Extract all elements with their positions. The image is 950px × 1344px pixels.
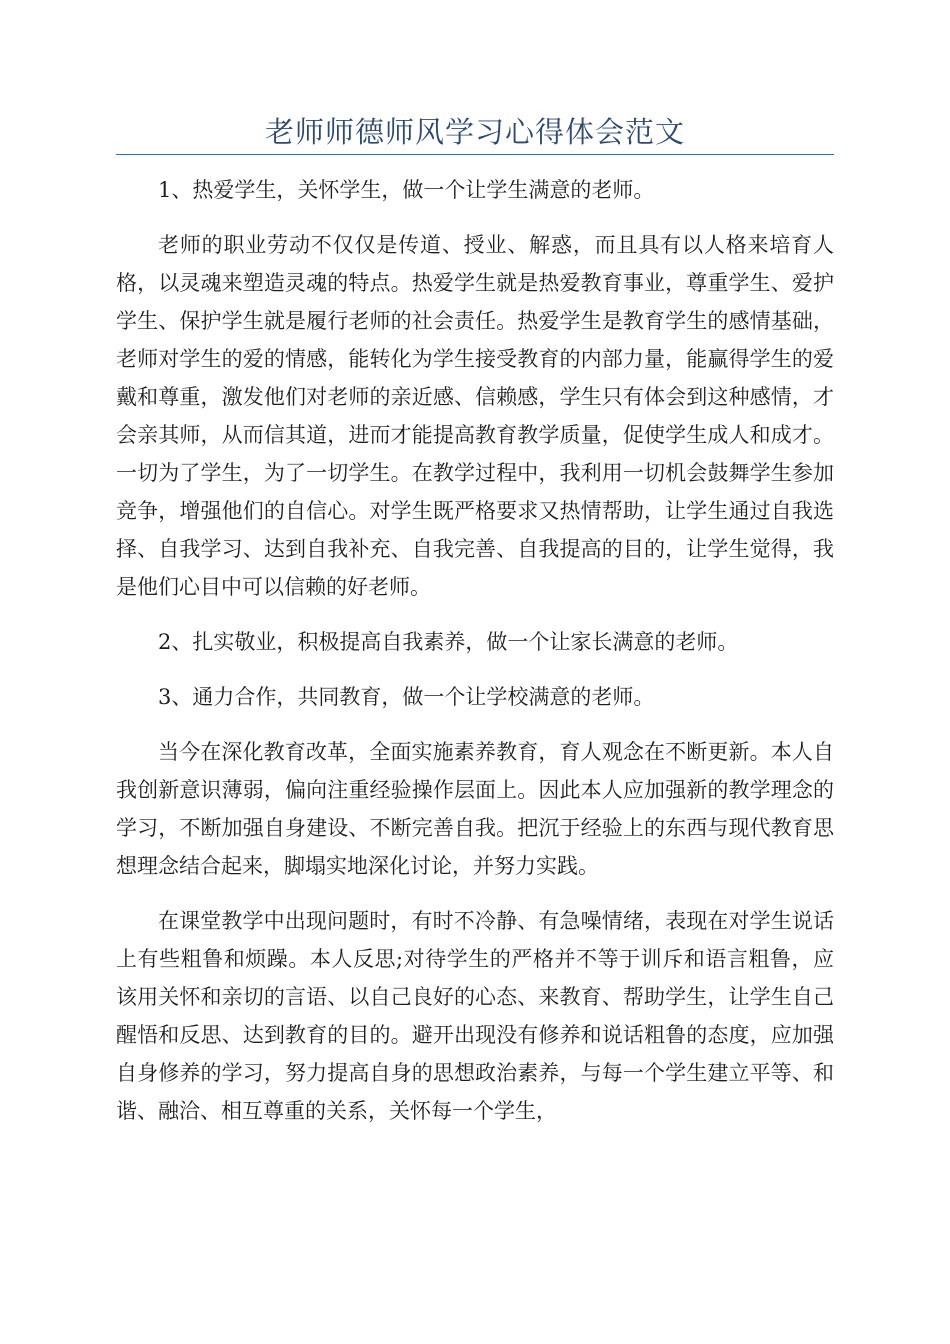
paragraph-3: 2、扎实敬业，积极提高自我素养，做一个让家长满意的老师。 (158, 630, 739, 654)
paragraph-1: 1、热爱学生，关怀学生，做一个让学生满意的老师。 (158, 178, 655, 202)
document-title: 老师师德师风学习心得体会范文 (264, 115, 685, 149)
title-underline (116, 154, 834, 155)
paragraph-2: 老师的职业劳动不仅仅是传道、授业、解惑，而且具有以人格来培育人格，以灵魂来塑造灵魂的特点。热爱学生就是热爱教育事业，尊重学生、爱护学生、保护学生就是履行老师的社会责任。热爱学生是教育学生的感情基础，老师对学生的爱的情感，能转化为学生接受教育的内部力量，能赢得学生的爱戴和尊重，激发他们对老师的亲近感、信赖感，学生只有体会到这种感情，才会亲其师，从而信其道，进而才能提高教育教学质量，促使学生成人和成才。一切为了学生，为了一切学生。在教学过程中，我利用一切机会鼓舞学生参加竞争，增强他们的自信心。对学生既严格要求又热情帮助，让学生通过自我选择、自我学习、达到自我补充、自我完善、自我提高的目的，让学生觉得，我是他们心目中可以信赖的好老师。 (116, 233, 834, 599)
paragraph-5: 当今在深化教育改革，全面实施素养教育，育人观念在不断更新。本人自我创新意识薄弱，偏向注重经验操作层面上。因此本人应加强新的教学理念的学习，不断加强自身建设、不断完善自我。把沉于经验上的东西与现代教育思想理念结合起来，脚塌实地深化讨论，并努力实践。 (116, 740, 834, 878)
document-body (116, 171, 834, 1147)
paragraph-6: 在课堂教学中出现问题时，有时不冷静、有急噪情绪，表现在对学生说话上有些粗鲁和烦躁。本人反思;对待学生的严格并不等于训斥和语言粗鲁，应该用关怀和亲切的言语、以自己良好的心态、来教育、帮助学生，让学生自己醒悟和反思、达到教育的目的。避开出现没有修养和说话粗鲁的态度，应加强自身修养的学习，努力提高自身的思想政治素养，与每一个学生建立平等、和谐、融洽、相互尊重的关系，关怀每一个学生， (116, 909, 834, 1123)
paragraph-4: 3、通力合作，共同教育，做一个让学校满意的老师。 (158, 685, 655, 709)
